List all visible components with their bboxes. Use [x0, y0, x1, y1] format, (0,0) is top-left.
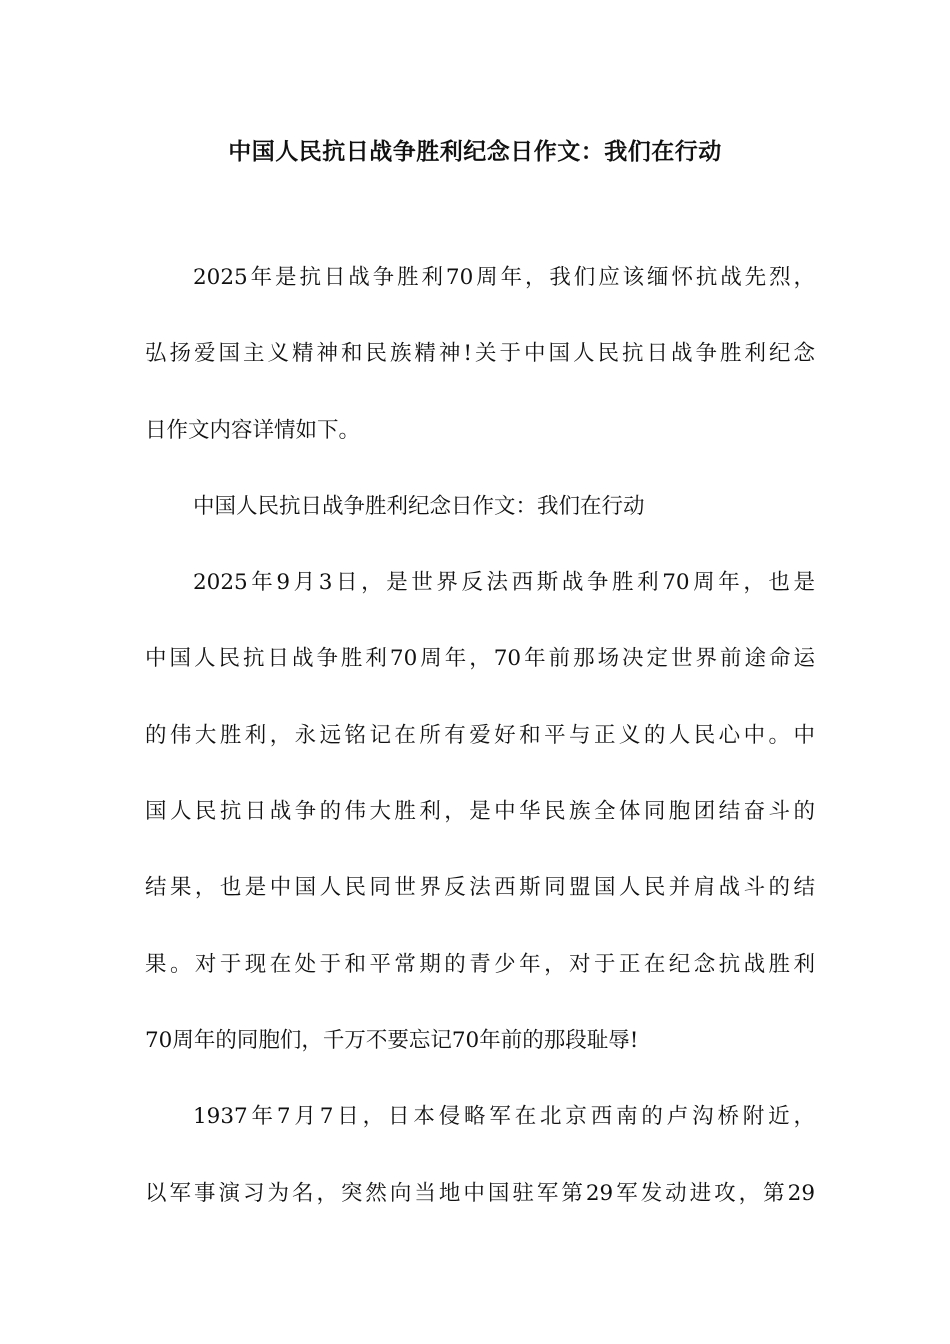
paragraph-line: 日作文内容详情如下。: [145, 417, 361, 443]
paragraph-line: 中国人民抗日战争胜利纪念日作文：我们在行动: [193, 493, 645, 519]
paragraph-line: 国人民抗日战争的伟大胜利，是中华民族全体同胞团结奋斗的: [145, 799, 815, 825]
paragraph-line: 弘扬爱国主义精神和民族精神!关于中国人民抗日战争胜利纪念: [145, 341, 815, 367]
document-title: 中国人民抗日战争胜利纪念日作文：我们在行动: [228, 139, 722, 165]
paragraph-line: 1937年7月7日，日本侵略军在北京西南的卢沟桥附近，: [193, 1104, 815, 1130]
paragraph-line: 的伟大胜利，永远铭记在所有爱好和平与正义的人民心中。中: [145, 722, 815, 748]
paragraph-line: 70周年的同胞们，千万不要忘记70年前的那段耻辱!: [145, 1027, 639, 1053]
document-body: [145, 252, 815, 1244]
paragraph-line: 果。对于现在处于和平常期的青少年，对于正在纪念抗战胜利: [145, 951, 815, 977]
paragraph-line: 2025年是抗日战争胜利70周年，我们应该缅怀抗战先烈，: [193, 265, 815, 290]
paragraph-line: 2025年9月3日，是世界反法西斯战争胜利70周年，也是: [193, 570, 815, 596]
paragraph-line: 结果，也是中国人民同世界反法西斯同盟国人民并肩战斗的结: [145, 875, 815, 901]
paragraph-line: 以军事演习为名，突然向当地中国驻军第29军发动进攻，第29: [145, 1180, 815, 1206]
paragraph-line: 中国人民抗日战争胜利70周年，70年前那场决定世界前途命运: [145, 646, 815, 672]
